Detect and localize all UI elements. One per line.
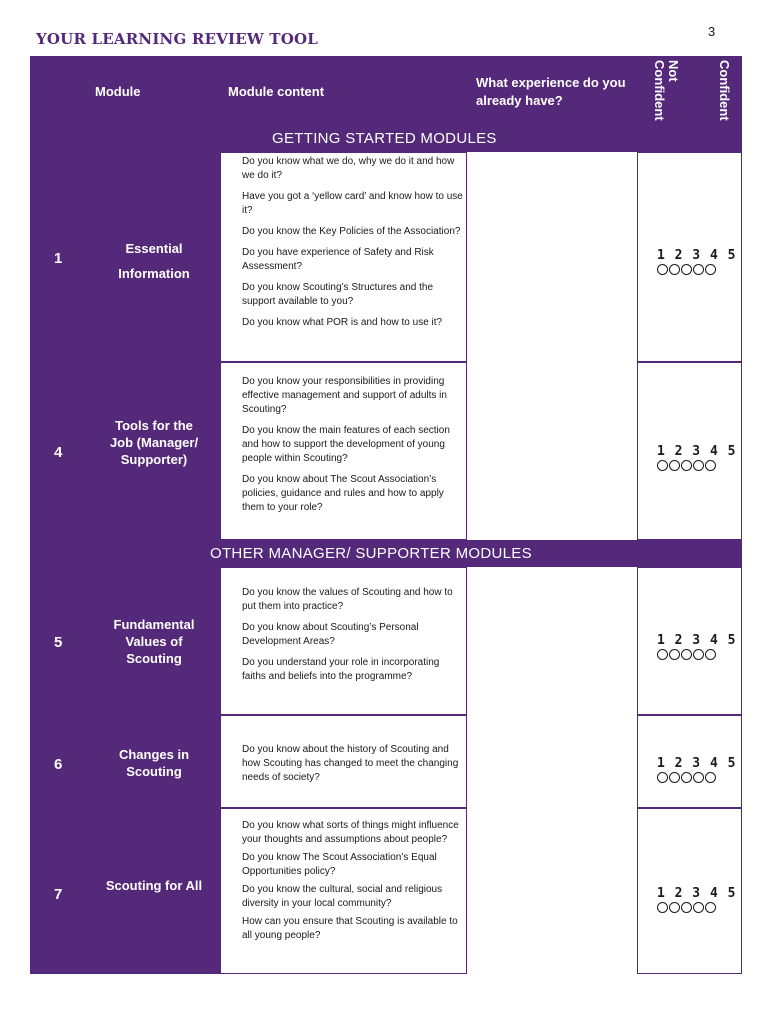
question: Do you know what we do, why we do it and how we do it?: [242, 156, 455, 181]
rating-circle-5[interactable]: [705, 264, 716, 275]
rating-circle-3[interactable]: [681, 772, 692, 783]
question: Do you know The Scout Association’s Equal Opportunities policy?: [242, 852, 437, 877]
question: Do you know about the history of Scouting and how Scouting has changed to meet the changing needs of society?: [242, 744, 459, 783]
rating-circle-5[interactable]: [705, 460, 716, 471]
module-number: 5: [54, 634, 63, 651]
module-number: 4: [54, 444, 63, 461]
question: Do you know what POR is and how to use it?: [242, 317, 443, 328]
question: Do you understand your role in incorporating faiths and beliefs into the programme?: [242, 657, 440, 682]
rating-circle-2[interactable]: [669, 460, 680, 471]
question: Do you know Scouting’s Structures and the support available to you?: [242, 282, 434, 307]
section-title-getting-started: GETTING STARTED MODULES: [272, 130, 497, 147]
experience-cell-4[interactable]: [466, 362, 638, 540]
question-list: [242, 375, 464, 522]
module-name: Scouting for All: [105, 878, 203, 893]
rating-circle-3[interactable]: [681, 460, 692, 471]
question: Do you know your responsibilities in providing effective management and support of adults in Scouting?: [242, 376, 447, 415]
question-list: [242, 819, 464, 950]
rating-circle-1[interactable]: [657, 772, 668, 783]
rating-circle-3[interactable]: [681, 649, 692, 660]
scale-labels: 1 2 3 4 5: [657, 248, 737, 263]
module-content-column-header: Module content: [228, 84, 325, 99]
rating-circle-2[interactable]: [669, 264, 680, 275]
module-column-header: Module: [95, 84, 141, 99]
scale-labels: 1 2 3 4 5: [657, 444, 737, 459]
rating-circle-1[interactable]: [657, 902, 668, 913]
module-name: Fundamental Values of Scouting: [113, 617, 195, 666]
page-number: 3: [708, 24, 716, 39]
rating-circle-5[interactable]: [705, 649, 716, 660]
experience-column-header: What experience do you already have?: [476, 75, 626, 108]
question: Do you know the main features of each section and how to support the development of young people within Scouting?: [242, 425, 450, 464]
module-name: Essential Information: [118, 241, 190, 281]
confidence-scale[interactable]: [657, 886, 737, 913]
question-list: [242, 586, 464, 691]
question: Do you know the cultural, social and religious diversity in your local community?: [242, 884, 443, 909]
rating-circle-3[interactable]: [681, 264, 692, 275]
scale-labels: 1 2 3 4 5: [657, 886, 737, 901]
rating-circle-4[interactable]: [693, 902, 704, 913]
rating-circle-1[interactable]: [657, 460, 668, 471]
page-title: YOUR LEARNING REVIEW TOOL: [36, 30, 318, 48]
question: Do you know about The Scout Association’s policies, guidance and rules and how to apply them to your role?: [242, 474, 444, 513]
confidence-scale[interactable]: [657, 756, 737, 783]
rating-circle-5[interactable]: [705, 902, 716, 913]
rating-circle-3[interactable]: [681, 902, 692, 913]
confident-header: Confident: [717, 60, 732, 121]
module-name: Changes in Scouting: [118, 747, 190, 779]
rating-circle-4[interactable]: [693, 649, 704, 660]
question: Do you know the Key Policies of the Association?: [242, 226, 461, 237]
rating-circle-4[interactable]: [693, 460, 704, 471]
experience-cell-6[interactable]: [466, 715, 638, 808]
experience-cell-1[interactable]: [466, 152, 638, 362]
question: Do you know what sorts of things might influence your thoughts and assumptions about people?: [242, 820, 459, 845]
scale-labels: 1 2 3 4 5: [657, 633, 737, 648]
rating-circle-4[interactable]: [693, 264, 704, 275]
confidence-scale[interactable]: [657, 444, 737, 471]
question: Do you know the values of Scouting and how to put them into practice?: [242, 587, 453, 612]
module-number: 7: [54, 886, 63, 903]
rating-circle-1[interactable]: [657, 264, 668, 275]
rating-circle-2[interactable]: [669, 649, 680, 660]
question: Do you know about Scouting’s Personal Development Areas?: [242, 622, 419, 647]
rating-circle-1[interactable]: [657, 649, 668, 660]
module-name: Tools for the Job (Manager/ Supporter): [109, 418, 199, 467]
rating-circle-2[interactable]: [669, 772, 680, 783]
not-confident-header: Not Confident: [652, 60, 681, 121]
question: Have you got a ‘yellow card’ and know how to use it?: [242, 191, 463, 216]
question: How can you ensure that Scouting is available to all young people?: [242, 916, 458, 941]
confidence-scale[interactable]: [657, 633, 737, 660]
rating-circle-2[interactable]: [669, 902, 680, 913]
question: Do you have experience of Safety and Risk Assessment?: [242, 247, 434, 272]
confidence-scale[interactable]: [657, 248, 737, 275]
question-list: [242, 155, 464, 337]
experience-cell-7[interactable]: [466, 808, 638, 974]
scale-labels: 1 2 3 4 5: [657, 756, 737, 771]
rating-circle-4[interactable]: [693, 772, 704, 783]
module-number: 1: [54, 250, 63, 267]
module-number: 6: [54, 756, 63, 773]
section-title-other: OTHER MANAGER/ SUPPORTER MODULES: [210, 545, 532, 562]
experience-cell-5[interactable]: [466, 567, 638, 715]
question-list: [242, 743, 464, 792]
rating-circle-5[interactable]: [705, 772, 716, 783]
